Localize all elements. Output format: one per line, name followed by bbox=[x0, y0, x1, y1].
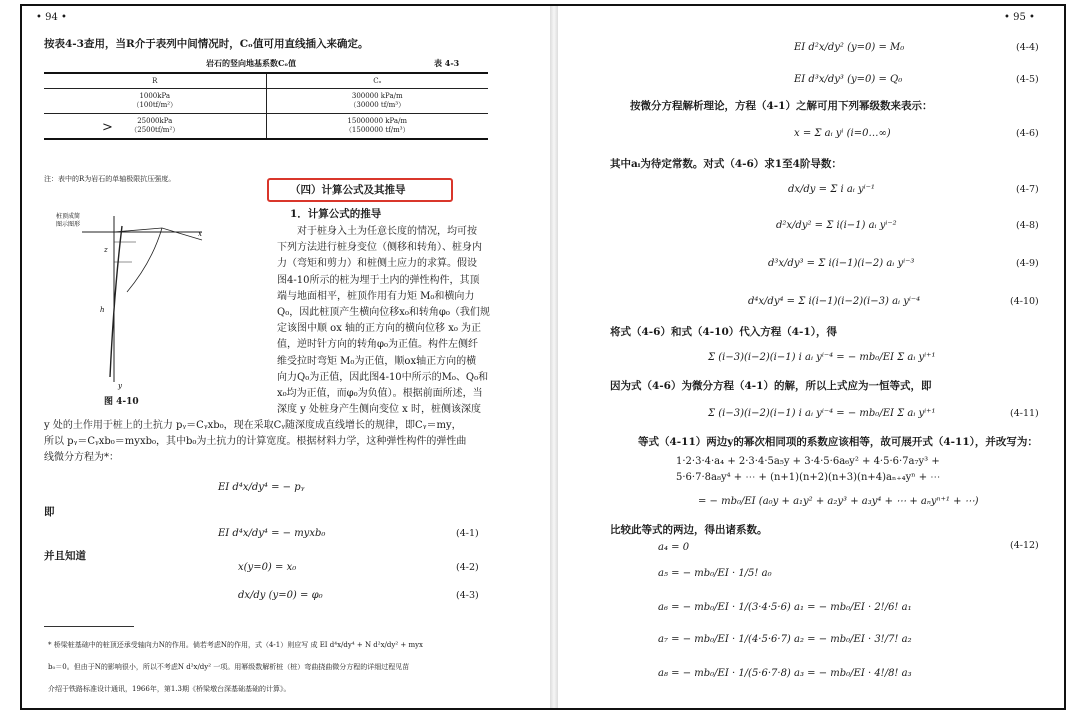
left-page bbox=[22, 6, 550, 708]
expansion-line: = − mb₀/EI (a₀y + a₁y² + a₂y³ + a₃y⁴ + ⋯ + aₙyⁿ⁺¹ + ⋯) bbox=[698, 496, 979, 507]
body-line: Q₀，因此桩顶产生横向位移x₀和转角φ₀（我们规 bbox=[277, 307, 490, 319]
page-number-left: • 94 • bbox=[36, 12, 67, 23]
table-cell bbox=[44, 89, 266, 114]
table-cell bbox=[44, 114, 266, 140]
body-line: 定该图中顺 ox 轴的正方向的横向位移 x₀ 为正 bbox=[277, 323, 482, 335]
equation-number: (4-9) bbox=[1016, 258, 1039, 269]
cell-line: （30000 tf/m³） bbox=[349, 101, 406, 109]
body-paragraph bbox=[277, 224, 547, 418]
table-cell bbox=[266, 114, 488, 140]
figure-label: y bbox=[118, 382, 122, 390]
soil-pressure-curve bbox=[114, 228, 202, 240]
expansion-line: 5·6·7·8a₈y⁴ + ⋯ + (n+1)(n+2)(n+3)(n+4)aₙ₊₄yⁿ + ⋯ bbox=[676, 472, 941, 483]
text-line: 将式（4-6）和式（4-10）代入方程（4-1），得 bbox=[610, 326, 837, 338]
text-line: 等式（4-11）两边y的幂次相同项的系数应该相等，故可展开式（4-11），并改写为： bbox=[638, 436, 1038, 448]
cell-line: （100tf/m²） bbox=[132, 101, 178, 109]
book-spread bbox=[20, 4, 1066, 710]
equation: Σ (i−3)(i−2)(i−1) i aᵢ yⁱ⁻⁴ = − mb₀/EI Σ aᵢ yⁱ⁺¹ bbox=[708, 352, 936, 363]
equation-number: (4-3) bbox=[456, 590, 479, 601]
table-header: Cₒ bbox=[266, 73, 488, 89]
body-line: x₀均为正值，而φ₀为负值）。根据前面所述，当 bbox=[277, 388, 483, 400]
table-row bbox=[44, 89, 488, 114]
equation-number: (4-11) bbox=[1010, 408, 1039, 419]
pile-figure bbox=[52, 202, 222, 402]
text-line: 其中aᵢ为待定常数。对式（4-6）求1至4阶导数： bbox=[610, 158, 842, 170]
table-cell bbox=[266, 89, 488, 114]
full-line: y 处的土作用于桩上的土抗力 pᵧ＝Cᵧxb₀，现在采取Cᵧ随深度成直线增长的规律，即Cᵧ＝my， bbox=[44, 420, 462, 431]
sub-heading: 1．计算公式的推导 bbox=[290, 208, 382, 220]
equation-4-9: d³x/dy³ = Σ i(i−1)(i−2) aᵢ yⁱ⁻³ bbox=[768, 258, 915, 269]
greater-than-sign: > bbox=[102, 120, 113, 135]
equation-4-2: x(y=0) = x₀ bbox=[238, 562, 297, 573]
word-ji: 即 bbox=[44, 506, 55, 518]
deflected-pile bbox=[110, 226, 122, 377]
equation-4-4: EI d²x/dy² (y=0) = M₀ bbox=[794, 42, 905, 53]
equation-number: (4-2) bbox=[456, 562, 479, 573]
footnote-rule bbox=[44, 626, 134, 627]
coefficient-line: a₇ = − mb₀/EI · 1/(4·5·6·7) a₂ = − mb₀/EI · 3!/7! a₂ bbox=[658, 634, 912, 645]
rock-coefficient-table bbox=[44, 72, 488, 140]
figure-label: 图示图形 bbox=[56, 221, 81, 228]
equation-4-10: d⁴x/dy⁴ = Σ i(i−1)(i−2)(i−3) aᵢ yⁱ⁻⁴ bbox=[748, 296, 921, 307]
body-line: 值，逆时针方向的转角φ₀为正值。构件左侧纤 bbox=[277, 339, 479, 351]
cell-line: （2500tf/m²） bbox=[130, 126, 180, 134]
moment-curve bbox=[127, 228, 162, 292]
equation-number: (4-7) bbox=[1016, 184, 1039, 195]
footnote-line: b₀＝0。但由于N的影响很小，所以不考虑N d²x/dy² 一项。用幂级数解析桩（桩）弯曲挠曲微分方程的详细过程见苗 bbox=[48, 663, 410, 671]
cell-line: 300000 kPa/m bbox=[351, 92, 403, 100]
equation-number: (4-5) bbox=[1016, 74, 1039, 85]
full-line: 所以 pᵧ＝Cᵧxb₀＝myxb₀，其中b₀为土抗力的计算宽度。根据材料力学，这种弹性构件的弹性曲 bbox=[44, 436, 467, 448]
equation-4-1: EI d⁴x/dy⁴ = − myxb₀ bbox=[218, 528, 326, 539]
equation-number: (4-6) bbox=[1016, 128, 1039, 139]
word-bingqie: 并且知道 bbox=[44, 550, 86, 562]
right-page bbox=[558, 6, 1064, 708]
cell-line: 1000kPa bbox=[139, 92, 171, 100]
figure-label: h bbox=[100, 306, 105, 314]
figure-label: 桩顶成简 bbox=[56, 213, 81, 220]
table-label: 表 4-3 bbox=[434, 58, 460, 68]
table-title: 岩石的竖向地基系数Cₒ值 bbox=[206, 58, 297, 68]
cell-line: （1500000 tf/m³） bbox=[344, 126, 410, 134]
equation-4-5: EI d³x/dy³ (y=0) = Q₀ bbox=[794, 74, 903, 85]
full-paragraph bbox=[44, 418, 544, 467]
equation-number: (4-10) bbox=[1010, 296, 1039, 307]
book-gutter bbox=[550, 6, 558, 708]
footnote-line: 介绍于铁路标准设计通讯，1966年，第1.3期《桥梁墩台深基础基础的计算》。 bbox=[48, 685, 291, 693]
cell-line: 15000000 kPa/m bbox=[347, 117, 408, 125]
table-note: 注：表中的R为岩石的单轴极限抗压强度。 bbox=[44, 175, 176, 183]
coefficient-line: a₅ = − mb₀/EI · 1/5! a₀ bbox=[658, 568, 772, 579]
coefficient-line: a₆ = − mb₀/EI · 1/(3·4·5·6) a₁ = − mb₀/EI · 2!/6! a₁ bbox=[658, 602, 912, 613]
full-line: 线微分方程为*： bbox=[44, 452, 119, 464]
body-line: 对于桩身入土为任意长度的情况，均可按 bbox=[297, 226, 477, 237]
table-header-row bbox=[44, 73, 488, 89]
equation-4-11: Σ (i−3)(i−2)(i−1) i aᵢ yⁱ⁻⁴ = − mb₀/EI Σ aᵢ yⁱ⁺¹ bbox=[708, 408, 936, 419]
footnote-line: * 桥梁桩基础中的桩顶还承受轴向力N的作用。倘若考虑N的作用，式（4-1）则应写 成 EI d⁴x/dy⁴ + N d²x/dy² + myx bbox=[48, 641, 423, 649]
figure-label: z bbox=[104, 246, 108, 254]
equation-number: (4-4) bbox=[1016, 42, 1039, 53]
coefficient-line: a₄ = 0 bbox=[658, 542, 690, 553]
equation: EI d⁴x/dy⁴ = − pᵧ bbox=[218, 482, 305, 493]
equation-4-8: d²x/dy² = Σ i(i−1) aᵢ yⁱ⁻² bbox=[776, 220, 897, 231]
body-line: 端与地面相平，桩顶作用有力矩 M₀和横向力 bbox=[277, 290, 475, 302]
text-line: 因为式（4-6）为微分方程（4-1）的解，所以上式应为一恒等式，即 bbox=[610, 380, 932, 392]
body-line: 向力Q₀为正值，因此图4-10中所示的M₀、Q₀和 bbox=[277, 371, 489, 383]
expansion-line: 1·2·3·4·a₄ + 2·3·4·5a₅y + 3·4·5·6a₆y² + 4·5·6·7a₇y³ + bbox=[676, 456, 940, 467]
text-line: 按微分方程解析理论，方程（4-1）之解可用下列幂级数来表示： bbox=[630, 100, 933, 112]
equation-4-6: x = Σ aᵢ yⁱ (i=0…∞) bbox=[794, 128, 891, 139]
section-heading: （四）计算公式及其推导 bbox=[290, 184, 406, 196]
body-line: 图4-10所示的桩为埋于土内的弹性构件，其顶 bbox=[277, 274, 480, 286]
equation-number: (4-12) bbox=[1010, 540, 1039, 551]
intro-text: 按表4-3查用，当R介于表列中间情况时，Cₒ值可用直线插入来确定。 bbox=[44, 38, 369, 50]
body-line: 力（弯矩和剪力）和桩侧土应力的求算。假设 bbox=[277, 258, 477, 270]
table-row bbox=[44, 114, 488, 140]
cell-line: 25000kPa bbox=[137, 117, 173, 125]
equation-4-7: dx/dy = Σ i aᵢ yⁱ⁻¹ bbox=[788, 184, 875, 195]
equation-4-3: dx/dy (y=0) = φ₀ bbox=[238, 590, 323, 601]
body-line: 下列方法进行桩身变位（侧移和转角）、桩身内 bbox=[277, 242, 482, 254]
body-line: 维受拉时弯矩 M₀为正值，顺ox轴正方向的横 bbox=[277, 355, 477, 367]
figure-label: x bbox=[198, 230, 202, 238]
text-line: 比较此等式的两边，得出诸系数。 bbox=[610, 524, 768, 536]
figure-caption: 图 4-10 bbox=[104, 397, 139, 407]
equation-number: (4-1) bbox=[456, 528, 479, 539]
body-line: 深度 y 处桩身产生侧向变位 x 时，桩侧该深度 bbox=[277, 404, 482, 416]
equation-number: (4-8) bbox=[1016, 220, 1039, 231]
table-header: R bbox=[44, 73, 266, 89]
page-number-right: • 95 • bbox=[1004, 12, 1035, 23]
coefficient-line: a₈ = − mb₀/EI · 1/(5·6·7·8) a₃ = − mb₀/EI · 4!/8! a₃ bbox=[658, 668, 912, 679]
